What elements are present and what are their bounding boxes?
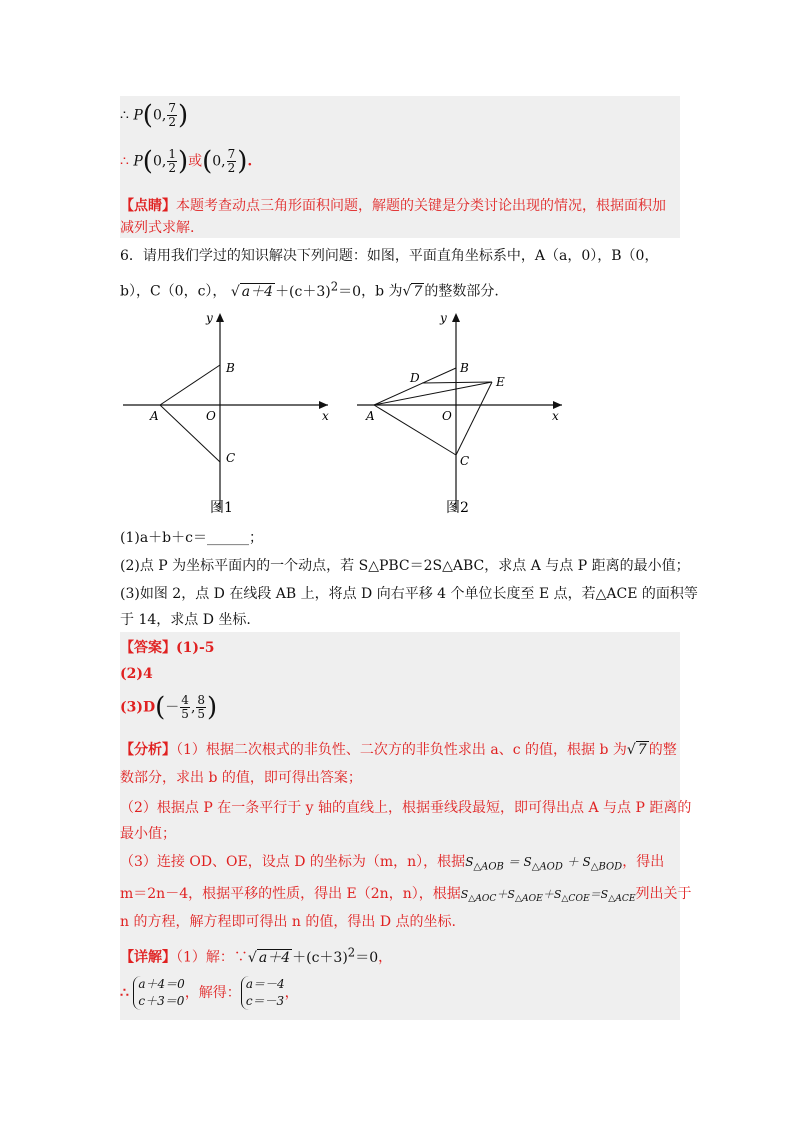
answer-line-3: (3)D(－ $\frac{4}{5}$ , $\frac{8}{5}$ ) bbox=[120, 692, 218, 723]
origin-label: O bbox=[206, 409, 216, 423]
comment-line: 【点睛】本题考查动点三角形面积问题，解题的关键是分类讨论出现的情况，根据面积加 bbox=[120, 198, 666, 214]
analysis-line-1: 【分析】（1）根据二次根式的非负性、二次方的非负性求出 a、c 的值，根据 b 为√ 7 的整 bbox=[120, 742, 677, 758]
point-d-label: D bbox=[410, 371, 420, 385]
point-e-label: E bbox=[496, 375, 505, 389]
detail-line-1: 【详解】（1）解：∵√ $a+4 +(c+3)^2=0$， bbox=[120, 945, 393, 966]
figure-1-caption: 图1 bbox=[210, 500, 233, 516]
question-line-2: b），C（0，c）， √ $a+4 +(c+3)^2=0$，b 为√ 7 的整数部分. bbox=[120, 279, 499, 300]
analysis-line-4: 最小值； bbox=[120, 826, 176, 842]
x-axis-label: x bbox=[552, 409, 559, 423]
sub-question-3-cont: 于 14，求点 D 坐标. bbox=[120, 612, 251, 628]
equation-system-2: a＝－4 c＝－3 bbox=[241, 976, 285, 1010]
y-axis-label: y bbox=[206, 311, 213, 325]
comment-line-2: 减列式求解. bbox=[120, 220, 195, 236]
x-axis-label: x bbox=[322, 409, 329, 423]
answer-line-1: 【答案】(1)-5 bbox=[120, 640, 215, 656]
figure-2 bbox=[352, 310, 572, 520]
point-a-label: A bbox=[366, 409, 375, 423]
sub-question-1: (1)a＋b＋c＝______； bbox=[120, 530, 263, 546]
answer-line-2: (2)4 bbox=[120, 666, 153, 682]
point-a-label: A bbox=[150, 409, 159, 423]
point-b-label: B bbox=[226, 361, 235, 375]
sub-question-3: (3)如图 2，点 D 在线段 AB 上，将点 D 向右平移 4 个单位长度至 E 点，若△ACE 的面积等 bbox=[120, 586, 698, 602]
equation-system-1: a＋4＝0 c＋3＝0 bbox=[133, 976, 184, 1010]
p-answer-line: ∴ P(0, $\frac{1}{2}$ )或(0, $\frac{7}{2}$ ). bbox=[120, 146, 253, 177]
sqrt-expression: √ $a+4 +(c+3)^2=0$ bbox=[230, 279, 362, 300]
point-b-label: B bbox=[460, 361, 469, 375]
analysis-line-7: n 的方程，解方程即可得出 n 的值，得出 D 点的坐标. bbox=[120, 914, 456, 930]
point-c-label: C bbox=[460, 454, 470, 468]
analysis-line-5: （3）连接 OD、OE，设点 D 的坐标为（m，n），根据$S_{\triangle AOB} = S_{\triangle AOD} + S_{\triangle BOD}$，得出 bbox=[120, 854, 665, 873]
y-axis-label: y bbox=[440, 311, 447, 325]
analysis-line-6: m＝2n－4，根据平移的性质，得出 E（2n，n），根据$S_{\triangle AOC}+S_{\triangle AOE}+S_{\triangle COE}=S_{\triangle ACE}$列出关于 bbox=[120, 886, 692, 905]
figure-1 bbox=[118, 310, 338, 520]
analysis-line-3: （2）根据点 P 在一条平行于 y 轴的直线上，根据垂线段最短，即可得出点 A 与点 P 距离的 bbox=[120, 800, 692, 816]
detail-line-2: ∴ a＋4＝0 c＋3＝0 ，解得： a＝－4 c＝－3 ， bbox=[120, 977, 299, 1008]
origin-label: O bbox=[442, 409, 452, 423]
question-line-1: 6．请用我们学过的知识解决下列问题：如图，平面直角坐标系中，A（a，0），B（0， bbox=[120, 248, 659, 264]
analysis-line-2: 数部分，求出 b 的值，即可得出答案； bbox=[120, 770, 362, 786]
figure-2-caption: 图2 bbox=[446, 500, 469, 516]
p-result-line: ∴ P(0, $\frac{7}{2}$ ) bbox=[120, 100, 189, 131]
sub-question-2: (2)点 P 为坐标平面内的一个动点，若 S△PBC＝2S△ABC，求点 A 与点 P 距离的最小值； bbox=[120, 558, 690, 574]
point-c-label: C bbox=[226, 451, 236, 465]
